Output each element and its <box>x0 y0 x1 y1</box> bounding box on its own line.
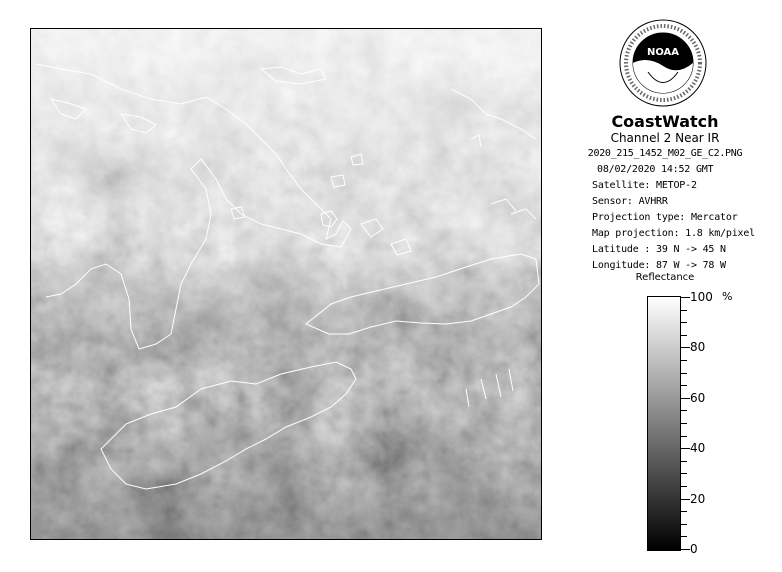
legend-unit: % <box>722 290 733 303</box>
colorbar-tick <box>681 347 690 348</box>
colorbar-label: 60 <box>690 391 706 405</box>
date-time: 08/02/2020 14:52 GMT <box>597 164 714 175</box>
colorbar-tick <box>681 448 690 449</box>
colorbar-label: 100 <box>690 290 713 304</box>
sensor: Sensor: AVHRR <box>592 196 668 207</box>
reflectance-colorbar <box>647 296 681 551</box>
colorbar-tick <box>681 549 690 550</box>
colorbar-tick <box>681 536 687 537</box>
file-name: 2020_215_1452_M02_GE_C2.PNG <box>587 148 743 159</box>
colorbar-tick <box>681 486 687 487</box>
colorbar-tick <box>681 524 687 525</box>
colorbar-label: 0 <box>690 542 698 556</box>
colorbar-tick <box>681 297 690 298</box>
projection-type: Projection type: Mercator <box>592 212 738 223</box>
brand-title: CoastWatch <box>611 112 719 131</box>
colorbar-tick <box>681 410 687 411</box>
colorbar-tick <box>681 373 687 374</box>
colorbar-tick <box>681 335 687 336</box>
colorbar-tick <box>681 385 687 386</box>
colorbar-label: 20 <box>690 492 706 506</box>
channel-label: Channel 2 Near IR <box>610 131 720 145</box>
colorbar-tick <box>681 499 690 500</box>
colorbar-tick <box>681 511 687 512</box>
map-resolution: Map projection: 1.8 km/pixel <box>592 228 755 239</box>
colorbar-tick <box>681 310 687 311</box>
latitude-range: Latitude : 39 N -> 45 N <box>592 244 726 255</box>
satellite-image <box>31 29 541 539</box>
colorbar-tick <box>681 436 687 437</box>
legend-title: Reflectance <box>635 272 695 283</box>
colorbar-tick <box>681 423 687 424</box>
colorbar-label: 80 <box>690 340 706 354</box>
noaa-logo-icon <box>618 18 708 108</box>
longitude-range: Longitude: 87 W -> 78 W <box>592 260 726 271</box>
satellite-image-map[interactable] <box>30 28 542 540</box>
colorbar-label: 40 <box>690 441 706 455</box>
colorbar-tick <box>681 461 687 462</box>
satellite: Satellite: METOP-2 <box>592 180 697 191</box>
colorbar-tick <box>681 360 687 361</box>
noaa-logo-text: NOAA <box>646 47 680 58</box>
colorbar-tick <box>681 398 690 399</box>
noaa-logo <box>618 18 708 108</box>
colorbar-tick <box>681 473 687 474</box>
colorbar-tick <box>681 322 687 323</box>
